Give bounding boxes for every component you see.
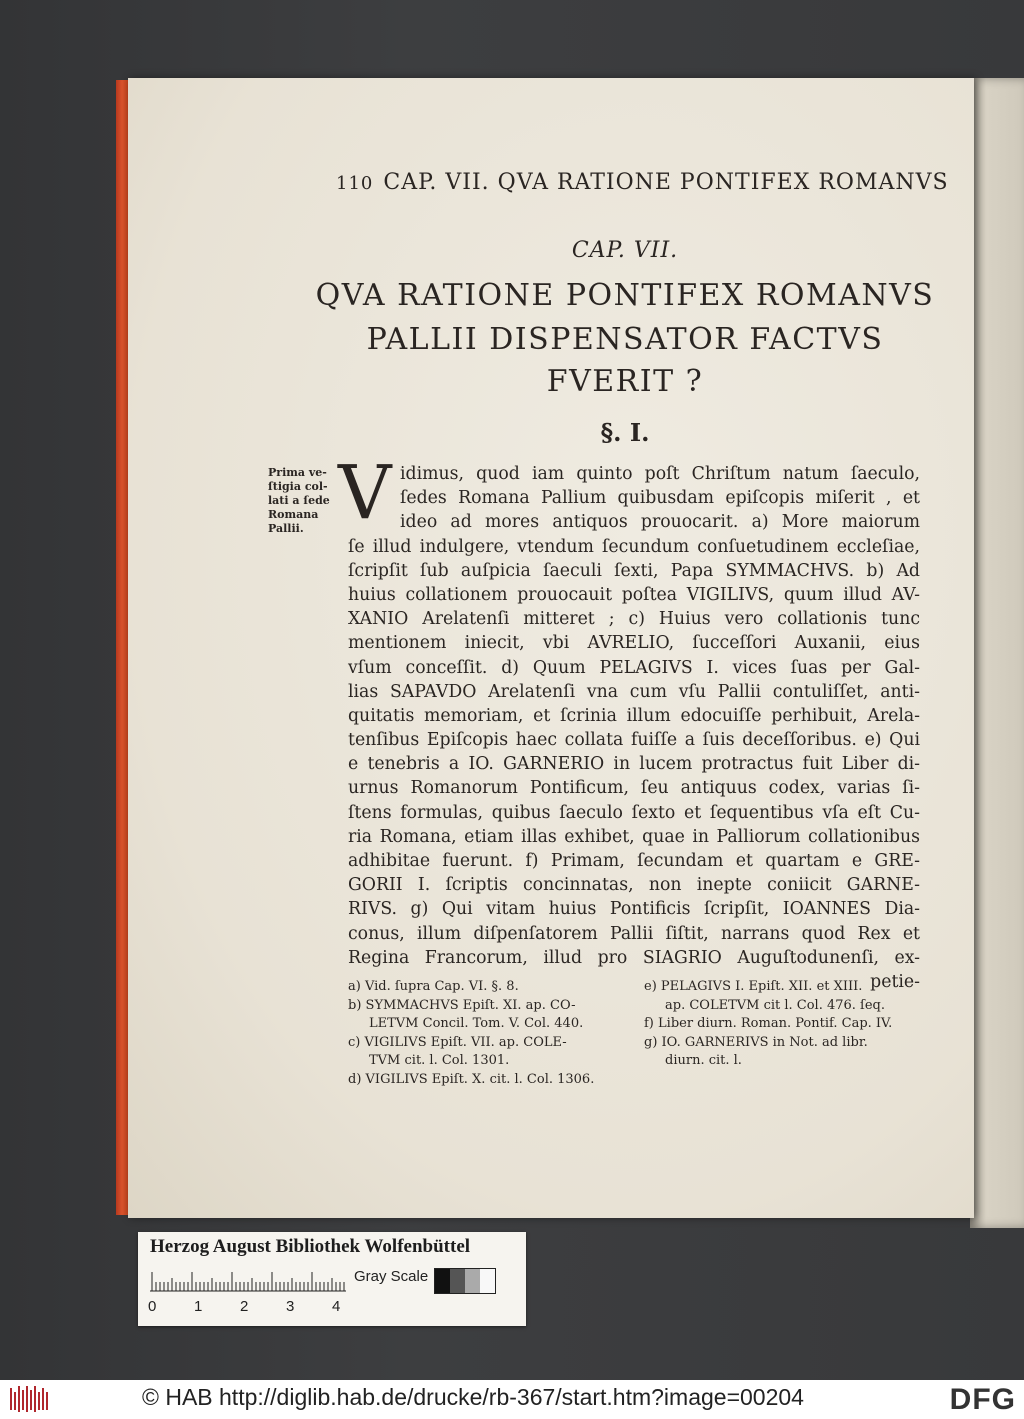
viewer-footer	[0, 1380, 1024, 1419]
body-line: ſcripſit ſub auſpicia ſaeculi ſexti, Papa SYMMACHVS. b) Ad	[348, 560, 920, 581]
body-line: ſe illud indulgere, vtendum ſecundum conſuetudinem eccleſiae,	[348, 536, 920, 557]
chapter-title-line-1: QVA RATIONE PONTIFEX ROMANVS	[315, 278, 935, 313]
marginal-note-line: ſtigia col-	[268, 480, 328, 493]
ruler-number: 1	[194, 1298, 203, 1315]
body-line: urnus Romanorum Pontificum, ſeu antiquus codex, varias ſi-	[348, 778, 920, 799]
footnote: a) Vid. ſupra Cap. VI. §. 8.	[348, 979, 519, 994]
body-line: vſum conceſſit. d) Quum PELAGIVS I. vices ſuas per Gal-	[348, 657, 920, 678]
marginal-note-line: lati a ſede	[268, 494, 330, 507]
footnote: b) SYMMACHVS Epiſt. XI. ap. CO-	[348, 997, 576, 1013]
body-line: XANIO Arelatenſi mitteret ; c) Huius vero collationis tunc	[348, 609, 920, 630]
body-text	[348, 462, 920, 994]
library-name: Herzog August Bibliothek Wolfenbüttel	[150, 1236, 471, 1257]
ruler-number: 4	[332, 1298, 341, 1315]
body-line: huius collationem prouocauit poſtea VIGILIVS, quum illud AV-	[348, 584, 920, 605]
body-line: Regina Francorum, illud pro SIAGRIO Auguſtodunenſi, ex-	[348, 947, 920, 968]
ruler-ticks-graphic	[150, 1270, 350, 1292]
body-line: ideo ad mores antiquos prouocarit. a) More maiorum	[400, 512, 920, 533]
body-line: ſedes Romana Pallium quibusdam epiſcopis miſerit , et	[400, 488, 920, 509]
ruler-number: 2	[240, 1298, 249, 1315]
swatch-light-gray	[465, 1269, 480, 1293]
body-line: conus, illum diſpenſatorem Pallii ſiſtit, narrans quod Rex et	[348, 923, 920, 944]
footnote-continuation: LETVM Concil. Tom. V. Col. 440.	[369, 1016, 584, 1031]
body-line: idimus, quod iam quinto poſt Chriſtum natum ſaeculo,	[400, 464, 920, 484]
dfg-logo: DFG	[949, 1383, 1016, 1416]
footnote: e) PELAGIVS I. Epiſt. XII. et XIII.	[644, 979, 863, 994]
hab-logo-icon	[8, 1384, 52, 1414]
running-head-text: CAP. VII. QVA RATIONE PONTIFEX ROMANVS	[383, 170, 949, 195]
footnote-continuation: ap. COLETVM cit l. Col. 476. ſeq.	[665, 997, 886, 1013]
footnote: g) IO. GARNERIVS in Not. ad libr.	[644, 1034, 868, 1050]
body-line: ria Romana, etiam illas exhibet, quae in Palliorum collationibus	[348, 826, 920, 847]
footnote: d) VIGILIVS Epiſt. X. cit. l. Col. 1306.	[348, 1071, 595, 1087]
chapter-title-line-2: PALLII DISPENSATOR FACTVS	[366, 322, 884, 357]
footnote: c) VIGILIVS Epiſt. VII. ap. COLE-	[348, 1034, 567, 1050]
marginal-note	[268, 466, 338, 536]
footnotes-left	[348, 978, 638, 1089]
gray-scale-swatches	[434, 1268, 496, 1294]
chapter-label: CAP. VII.	[571, 238, 679, 263]
swatch-dark-gray	[450, 1269, 465, 1293]
body-line: tenſibus Epiſcopis haec collata fuiſſe a ſuis deceſſoribus. e) Qui	[348, 730, 920, 751]
marginal-note-line: Pallii.	[268, 522, 304, 535]
body-line: e tenebris a IO. GARNERIO in lucem protractus fuit Liber di-	[348, 754, 920, 775]
scale-ruler	[150, 1270, 350, 1292]
body-line: mentionem iniecit, vbi AVRELIO, ſucceſſori Auxanii, eius	[348, 633, 920, 654]
marginal-note-line: Romana	[268, 508, 319, 521]
ruler-number: 3	[286, 1298, 295, 1315]
body-line: adhibitae fuerunt. f) Primam, ſecundam et quartam e GRE-	[348, 851, 920, 871]
chapter-title-line-3: FVERIT ?	[546, 364, 704, 399]
footnote-continuation: diurn. cit. l.	[665, 1053, 742, 1068]
red-page-edge	[116, 80, 128, 1215]
body-line: ſtens formulas, quibus ſaeculo ſexto et ſequentibus vſa eſt Cu-	[348, 802, 920, 823]
ruler-number: 0	[148, 1298, 157, 1315]
facing-page-edge	[970, 78, 1024, 1228]
footnote: f) Liber diurn. Roman. Pontif. Cap. IV.	[644, 1016, 893, 1031]
copyright-url[interactable]: © HAB http://diglib.hab.de/drucke/rb-367/start.htm?image=00204	[142, 1384, 804, 1410]
gray-scale-label: Gray Scale	[354, 1268, 429, 1285]
running-head	[336, 170, 949, 195]
color-reference-card	[138, 1232, 526, 1326]
body-line: lias SAPAVDO Arelatenſi vna cum vſu Pallii contuliſſet, anti-	[348, 681, 920, 702]
footnotes-right	[644, 978, 934, 1071]
body-line: RIVS. g) Qui vitam huius Pontificis ſcripſit, IOANNES Dia-	[348, 899, 920, 920]
drop-cap: V	[338, 450, 392, 536]
body-line: quitatis memoriam, et ſcrinia illum edocuiſſe perhibuit, Arela-	[348, 705, 920, 726]
page-number: 110	[336, 173, 374, 194]
swatch-black	[435, 1269, 450, 1293]
marginal-note-line: Prima ve-	[268, 466, 327, 479]
body-line: GORII I. ſcriptis concinnatas, non inepte coniicit GARNE-	[348, 875, 920, 896]
swatch-white	[480, 1269, 495, 1293]
footnote-continuation: TVM cit. l. Col. 1301.	[369, 1053, 510, 1068]
catchword: petie-	[870, 971, 920, 992]
section-heading: §. I.	[600, 418, 650, 447]
